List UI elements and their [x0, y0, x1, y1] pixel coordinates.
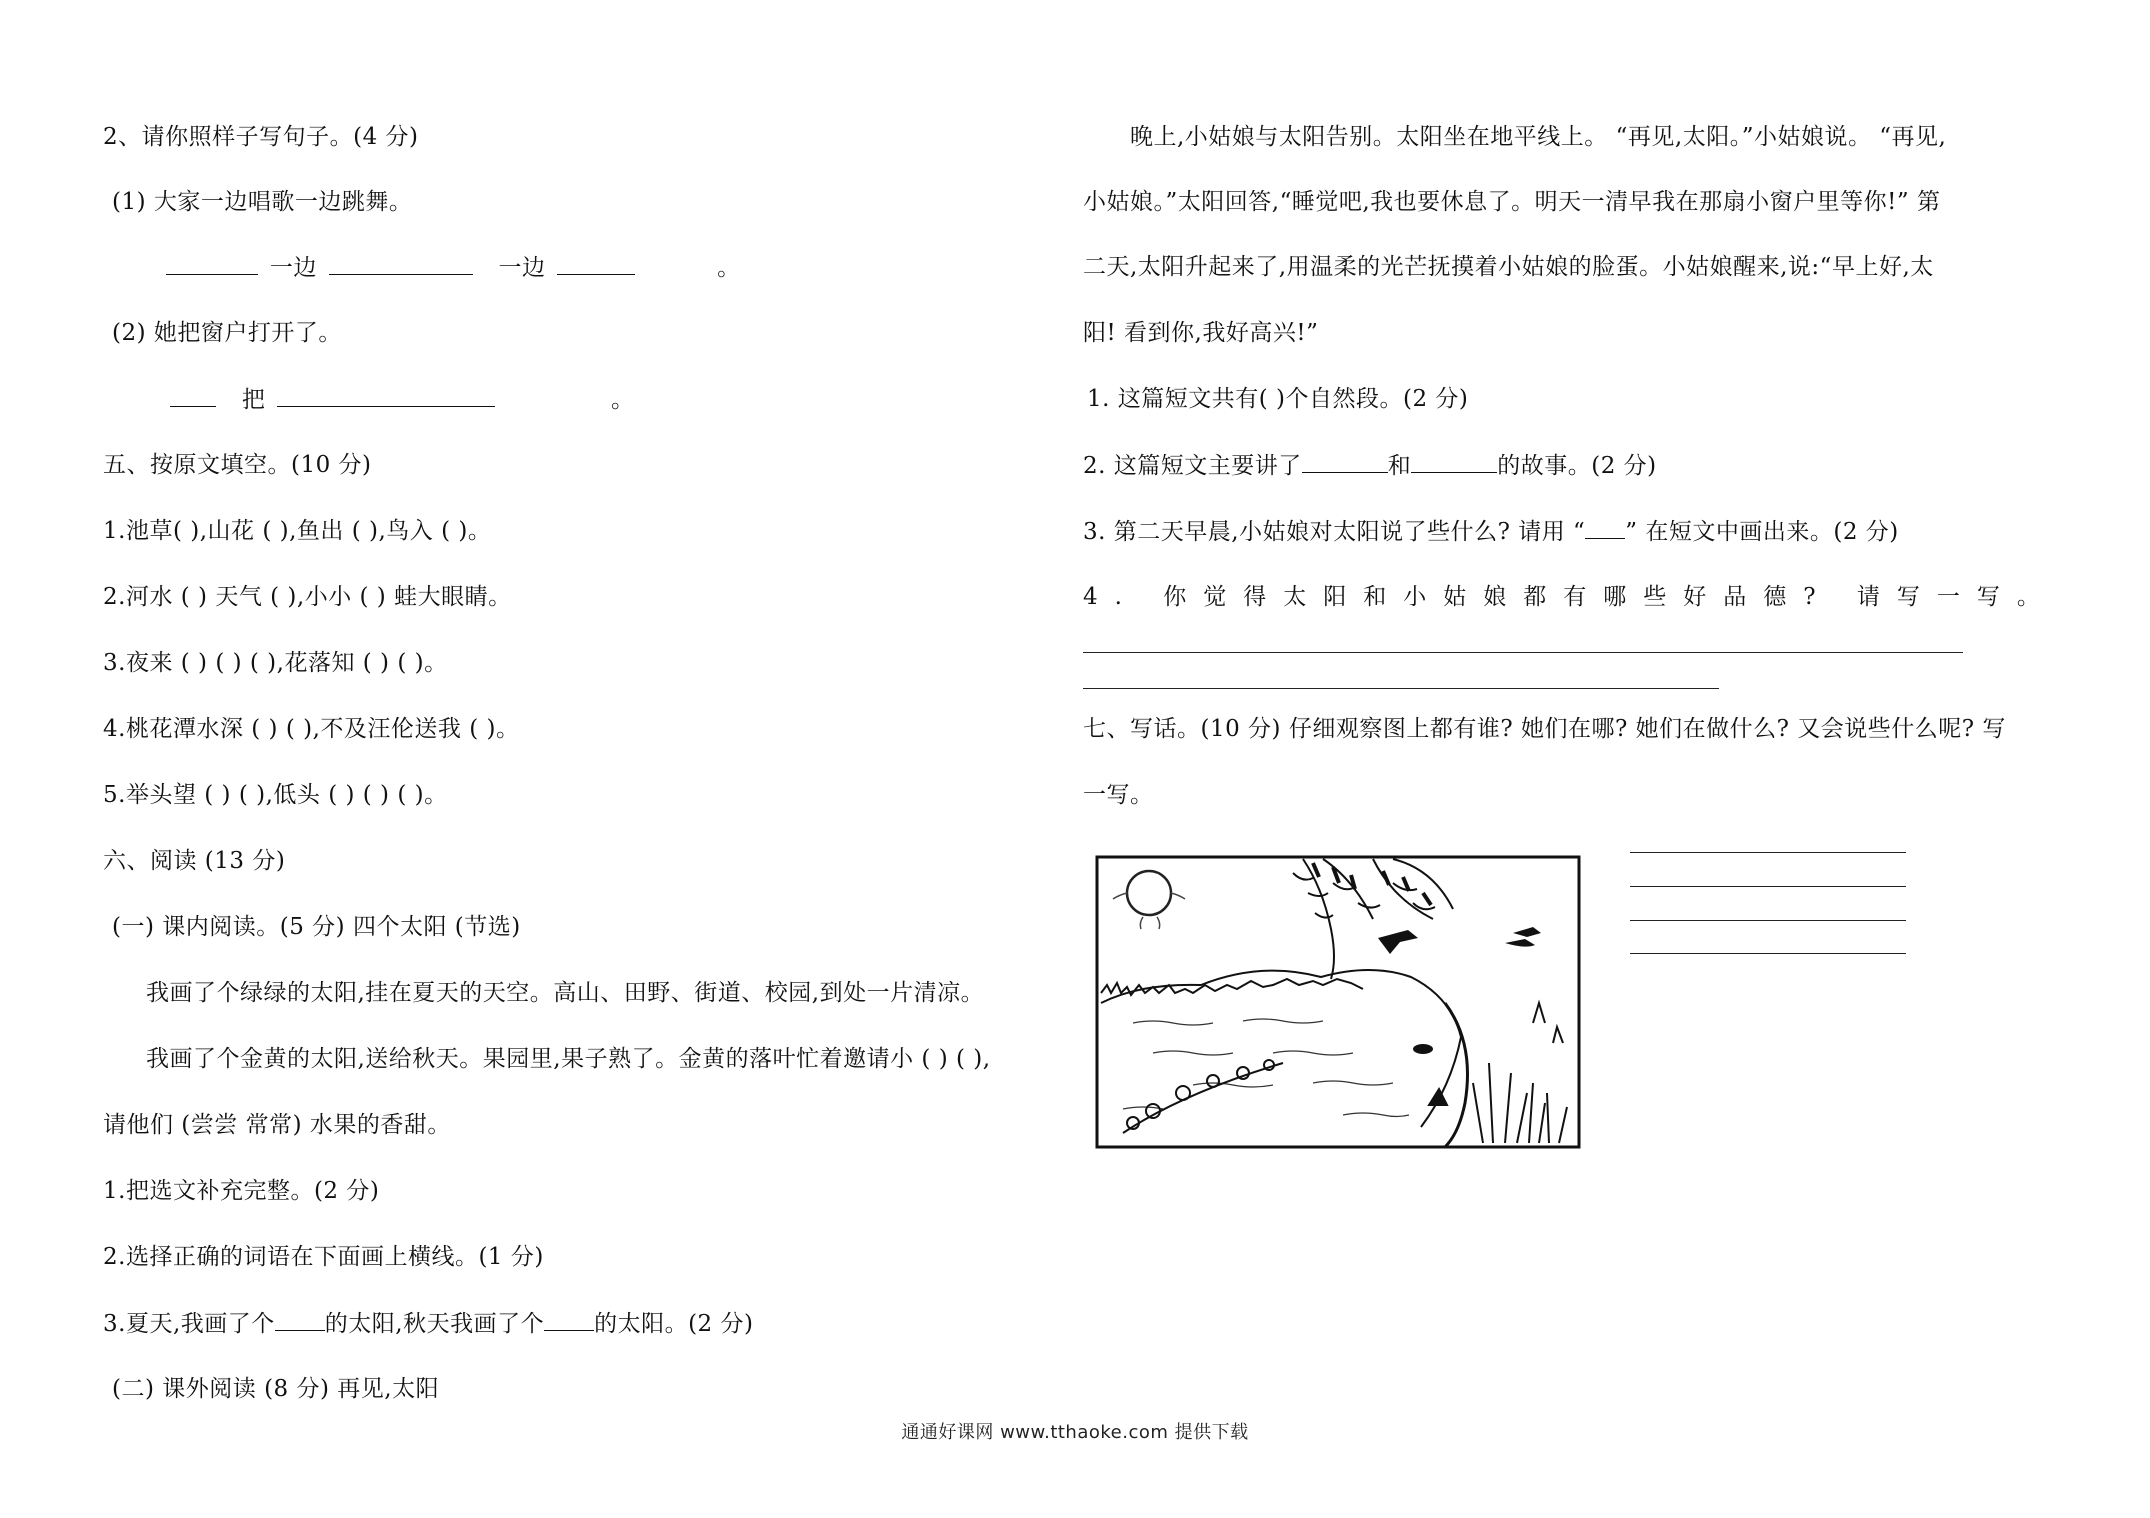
page-footer: 通通好课网 www.tthaoke.com 提供下载 [901, 1422, 1249, 1443]
story-question-2 [1083, 450, 1657, 481]
reading-paragraph-3: 请他们 (尝尝 常常) 水果的香甜。 [103, 1112, 451, 1138]
q3-text-a: 3.夏天,我画了个 [103, 1311, 275, 1337]
q2-fill-row-1 [162, 252, 741, 283]
blank-line[interactable] [1411, 450, 1497, 473]
section6-part2-title: (二) 课外阅读 (8 分) 再见,太阳 [112, 1376, 440, 1402]
q3-text-b: 的太阳,秋天我画了个 [324, 1311, 545, 1337]
section5-item-3: 3.夜来 ( ) ( ) ( ),花落知 ( ) ( )。 [103, 650, 448, 676]
q2-title: 2、请你照样子写句子。(4 分) [103, 124, 419, 150]
word-yibian-b: 一边 [498, 255, 546, 281]
section5-item-1: 1.池草( ),山花 ( ),鱼出 ( ),鸟入 ( )。 [103, 518, 492, 544]
story-question-1: 1. 这篇短文共有( )个自然段。(2 分) [1087, 386, 1469, 412]
blank-line[interactable] [170, 384, 216, 407]
q2-text-c: 的故事。(2 分) [1497, 453, 1657, 479]
period: 。 [610, 387, 635, 413]
section5-item-4: 4.桃花潭水深 ( ) ( ),不及汪伦送我 ( )。 [103, 716, 520, 742]
period: 。 [717, 255, 741, 281]
answer-line[interactable] [1083, 688, 1719, 689]
story-line-4: 阳! 看到你,我好高兴!” [1083, 320, 1319, 346]
q2-example-1: (1) 大家一边唱歌一边跳舞。 [112, 189, 413, 215]
section5-item-5: 5.举头望 ( ) ( ),低头 ( ) ( ) ( )。 [103, 782, 448, 808]
story-line-2: 小姑娘。”太阳回答,“睡觉吧,我也要休息了。明天一清早我在那扇小窗户里等你!” 第 [1083, 189, 1941, 215]
reading-paragraph-2: 我画了个金黄的太阳,送给秋天。果园里,果子熟了。金黄的落叶忙着邀请小 ( ) ( ), [146, 1046, 991, 1072]
writing-line[interactable] [1630, 920, 1906, 921]
q2-fill-row-2 [166, 384, 634, 415]
blank-line[interactable] [275, 1308, 325, 1331]
q2-text-a: 2. 这篇短文主要讲了 [1083, 453, 1302, 479]
fish-in-pond [1413, 1044, 1433, 1054]
reading-question-1: 1.把选文补充完整。(2 分) [103, 1178, 380, 1204]
word-ba: 把 [241, 387, 266, 413]
q2-example-2: (2) 她把窗户打开了。 [112, 320, 342, 346]
blank-line[interactable] [166, 252, 258, 275]
reading-question-3 [103, 1308, 753, 1339]
answer-line[interactable] [1083, 652, 1963, 653]
story-question-4: 4. 你觉得太阳和小姑娘都有哪些好品德? 请写一写。 [1083, 584, 2057, 610]
blank-line[interactable] [1585, 516, 1625, 539]
q3-text-b: ” 在短文中画出来。(2 分) [1625, 519, 1899, 545]
q3-text-a: 3. 第二天早晨,小姑娘对太阳说了些什么? 请用 “ [1083, 519, 1586, 545]
q2-text-b: 和 [1387, 453, 1412, 479]
section7-title-cont: 一写。 [1083, 782, 1154, 808]
story-question-3 [1083, 516, 1899, 547]
blank-line[interactable] [277, 384, 495, 407]
reading-question-2: 2.选择正确的词语在下面画上横线。(1 分) [103, 1244, 544, 1270]
section6-part1-title: (一) 课内阅读。(5 分) 四个太阳 (节选) [112, 914, 521, 940]
writing-line[interactable] [1630, 953, 1906, 954]
writing-line[interactable] [1630, 852, 1906, 853]
word-yibian-a: 一边 [269, 255, 317, 281]
blank-line[interactable] [557, 252, 635, 275]
section5-item-2: 2.河水 ( ) 天气 ( ),小小 ( ) 蛙大眼睛。 [103, 584, 512, 610]
reading-paragraph-1: 我画了个绿绿的太阳,挂在夏天的天空。高山、田野、街道、校园,到处一片清凉。 [146, 980, 985, 1006]
story-line-3: 二天,太阳升起来了,用温柔的光芒抚摸着小姑娘的脸蛋。小姑娘醒来,说:“早上好,太 [1083, 254, 1934, 280]
section7-title: 七、写话。(10 分) 仔细观察图上都有谁? 她们在哪? 她们在做什么? 又会说些什么呢? 写 [1083, 716, 2006, 742]
blank-line[interactable] [329, 252, 473, 275]
writing-line[interactable] [1630, 886, 1906, 887]
q3-text-c: 的太阳。(2 分) [594, 1311, 754, 1337]
section5-title: 五、按原文填空。(10 分) [103, 452, 372, 478]
illustration-pond-scene [1093, 853, 1583, 1151]
blank-line[interactable] [1302, 450, 1388, 473]
blank-line[interactable] [544, 1308, 594, 1331]
story-line-1: 晚上,小姑娘与太阳告别。太阳坐在地平线上。 “再见,太阳。”小姑娘说。 “再见, [1130, 124, 1947, 150]
section6-title: 六、阅读 (13 分) [103, 848, 286, 874]
